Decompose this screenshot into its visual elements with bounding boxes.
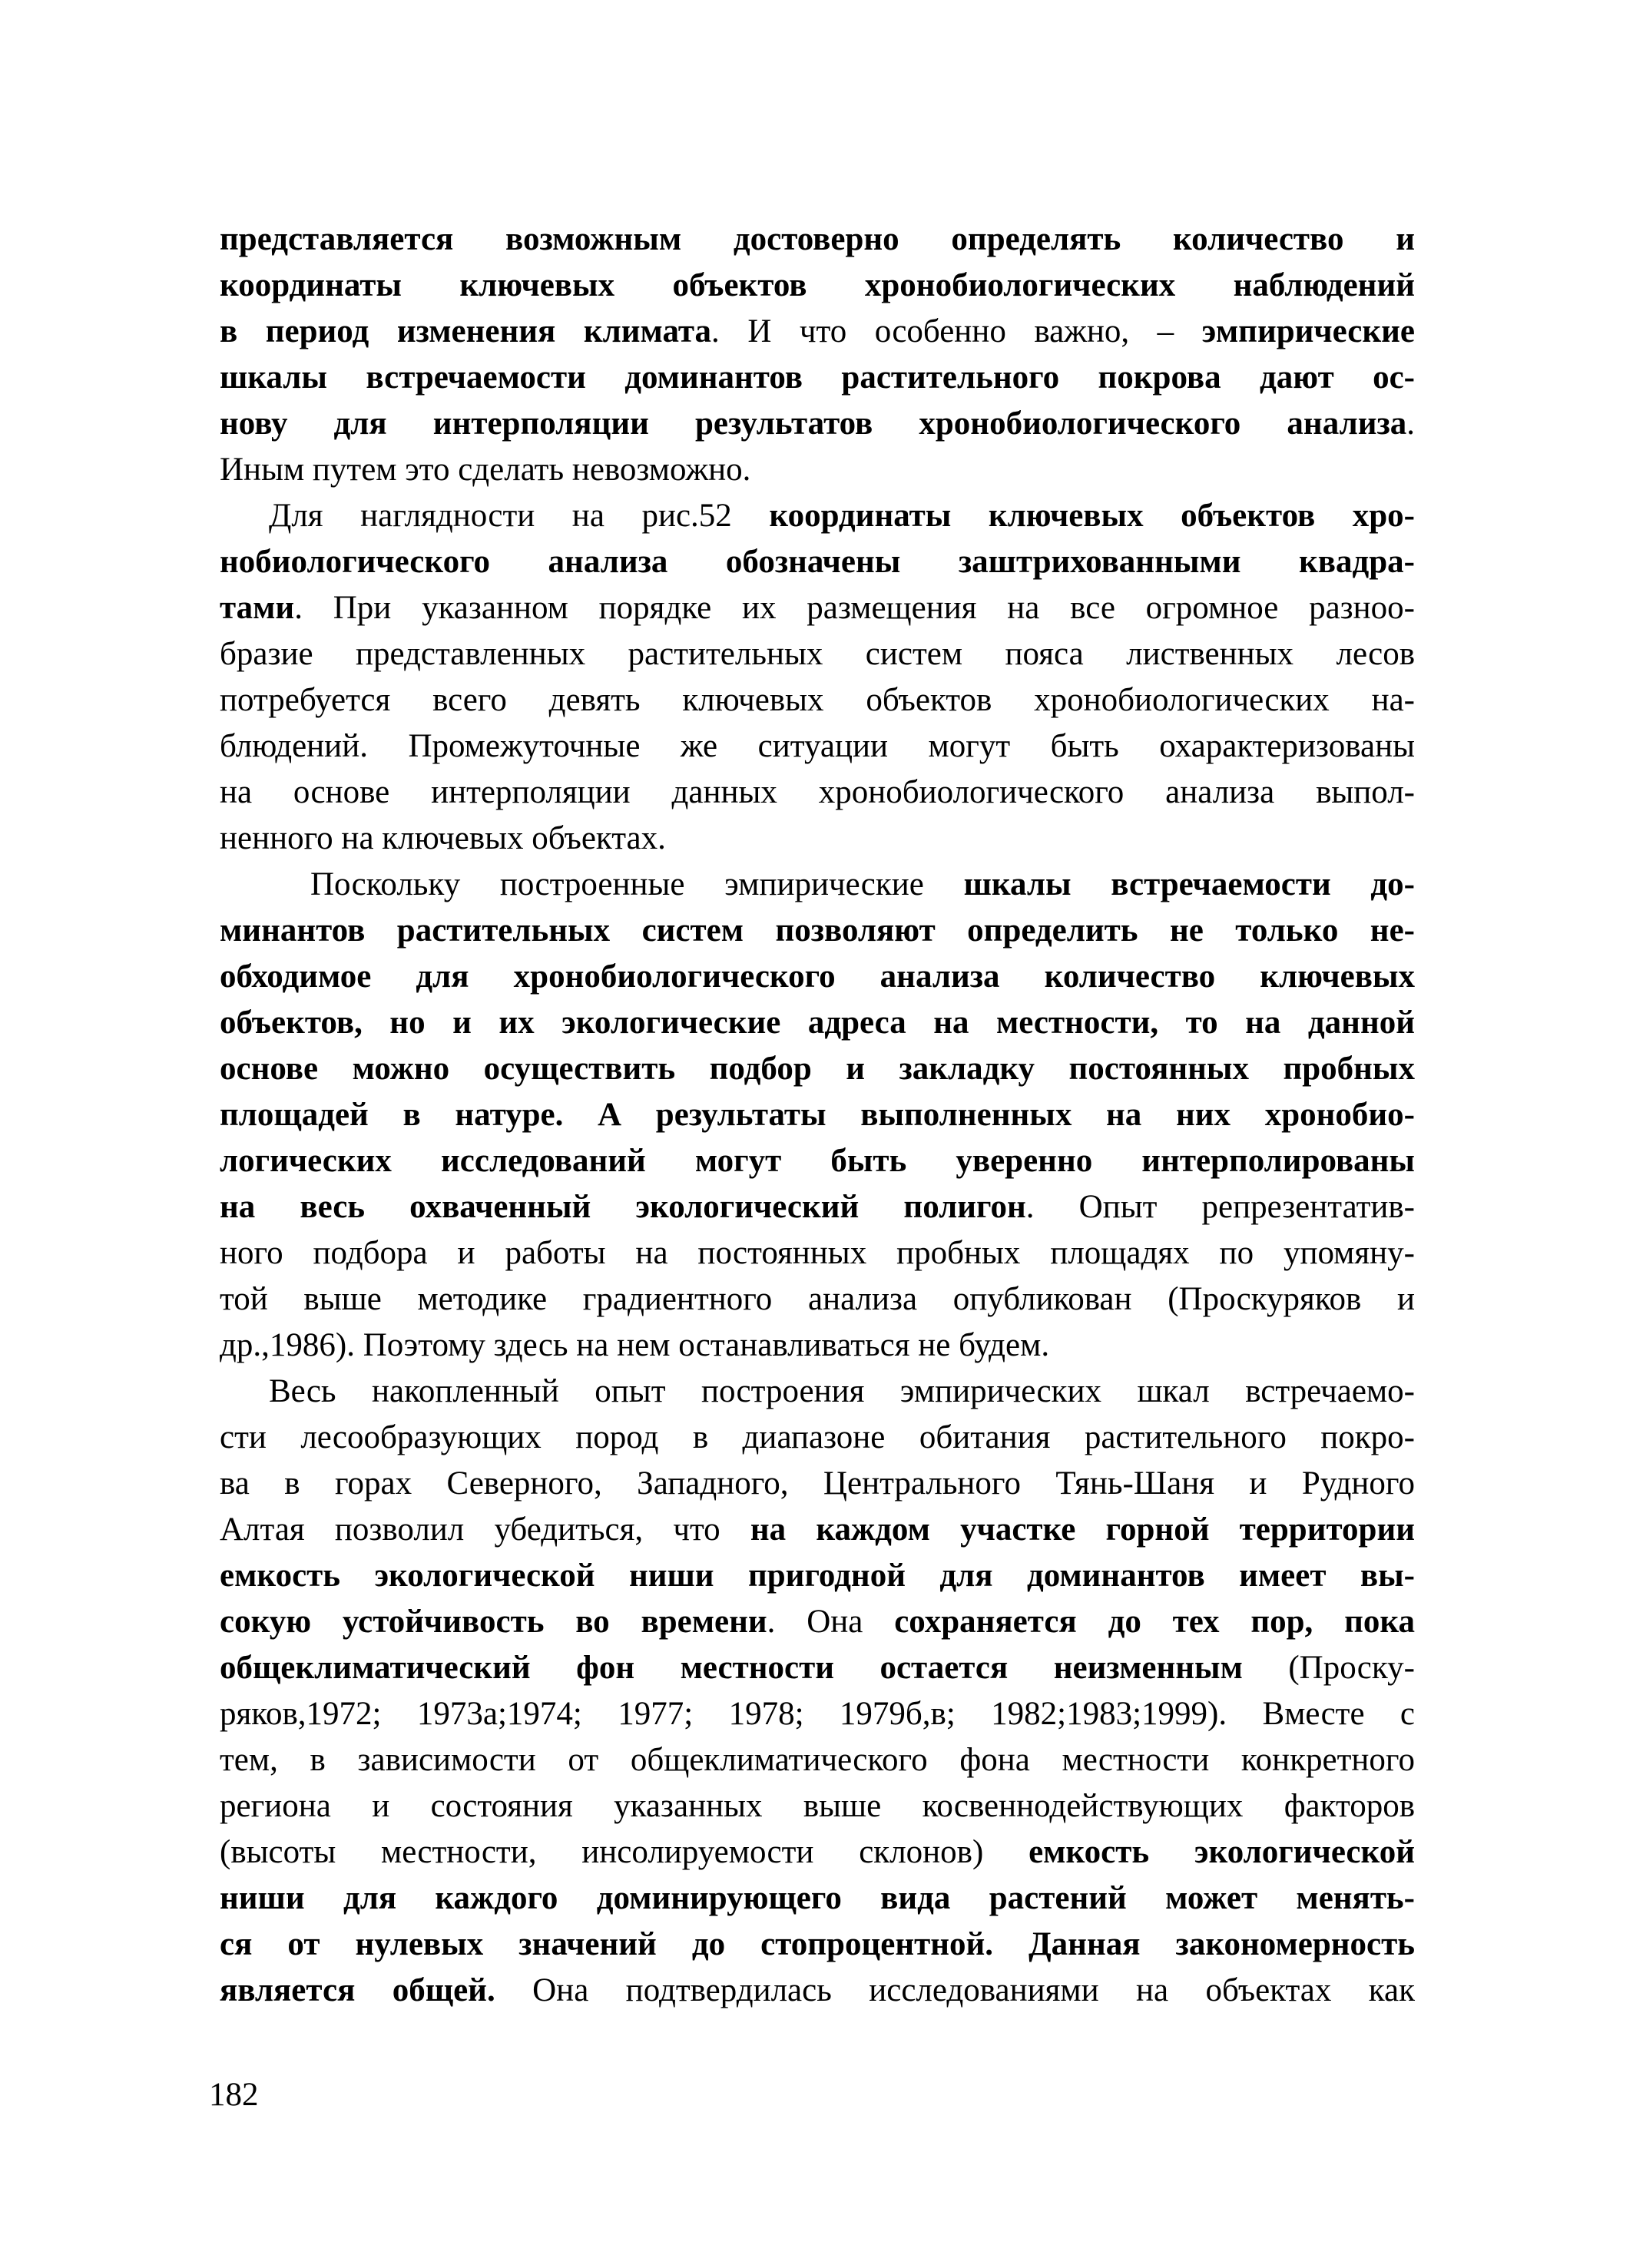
text-line (220, 309, 1415, 355)
text-line (220, 1323, 1415, 1369)
text-run: Для наглядности на рис.52 (269, 498, 770, 534)
text-run: логических исследований могут быть уверенно интерполированы (220, 1143, 1415, 1179)
text-run: в период изменения климата (220, 313, 712, 349)
text-line (220, 1138, 1415, 1184)
text-run: представляется возможным достоверно определять количество и (220, 221, 1415, 257)
text-run: региона и состояния указанных выше косвеннодействующих факторов (220, 1788, 1415, 1824)
text-run: ряков,1972; 1973а;1974; 1977; 1978; 1979б,в; 1982;1983;1999). Вместе с (220, 1696, 1415, 1732)
text-line (220, 1184, 1415, 1230)
text-line (220, 1507, 1415, 1553)
text-run: Она подтвердилась исследованиями на объектах как (495, 1972, 1415, 2008)
text-run: Весь накопленный опыт построения эмпирических шкал встречаемо- (269, 1373, 1415, 1409)
text-run: ва в горах Северного, Западного, Центрального Тянь-Шаня и Рудного (220, 1465, 1415, 1502)
text-run: основе можно осуществить подбор и закладку постоянных пробных (220, 1051, 1415, 1087)
text-line (220, 1645, 1415, 1691)
text-run: той выше методике градиентного анализа опубликован (Проскуряков и (220, 1281, 1415, 1317)
text-run: . Она (767, 1604, 895, 1640)
text-run: ниши для каждого доминирующего вида растений может менять- (220, 1880, 1415, 1916)
text-line (220, 723, 1415, 770)
text-run: является общей. (220, 1972, 495, 2008)
text-run: на каждом участке горной территории (750, 1511, 1415, 1548)
text-run: сти лесообразующих пород в диапазоне обитания растительного покро- (220, 1419, 1415, 1455)
text-run: потребуется всего девять ключевых объектов хронобиологических на- (220, 682, 1415, 718)
text-run: тами (220, 590, 295, 626)
text-run: тем, в зависимости от общеклиматического фона местности конкретного (220, 1742, 1415, 1778)
text-line (220, 862, 1415, 908)
text-line (220, 1829, 1415, 1876)
text-run: на весь охваченный экологический полигон (220, 1189, 1026, 1225)
text-run: . Опыт репрезентатив- (1025, 1189, 1415, 1225)
text-line (220, 816, 1415, 862)
text-line (220, 954, 1415, 1000)
text-run: ся от нулевых значений до стопроцентной. Данная закономерность (220, 1926, 1415, 1962)
text-line (220, 1046, 1415, 1092)
text-line (220, 1968, 1415, 2014)
text-line (220, 493, 1415, 539)
text-run: эмпирические (1201, 313, 1415, 349)
text-run: нобиологического анализа обозначены заштрихованными квадра- (220, 544, 1415, 580)
text-line (220, 1599, 1415, 1645)
text-line (220, 1369, 1415, 1415)
text-line (220, 1691, 1415, 1737)
text-line (220, 539, 1415, 585)
text-block (220, 217, 1415, 2014)
text-run: минантов растительных систем позволяют определить не только не- (220, 912, 1415, 949)
text-run: (высоты местности, инсолируемости склонов) (220, 1834, 1029, 1870)
text-run: шкалы встречаемости до- (963, 866, 1415, 902)
text-run: Поскольку построенные эмпирические (310, 866, 964, 902)
text-line (220, 677, 1415, 723)
text-run: ненного на ключевых объектах. (220, 820, 666, 856)
text-line (220, 1000, 1415, 1046)
text-run: на основе интерполяции данных хронобиологического анализа выпол- (220, 774, 1415, 810)
text-line (220, 1415, 1415, 1461)
text-line (220, 1737, 1415, 1783)
text-line (220, 1876, 1415, 1922)
text-run: сохраняется до тех пор, пока (894, 1604, 1415, 1640)
text-run: . И что особенно важно, – (711, 313, 1202, 349)
text-line (220, 217, 1415, 263)
text-line (220, 447, 1415, 493)
text-line (220, 401, 1415, 447)
text-run: площадей в натуре. А результаты выполненных на них хронобио- (220, 1097, 1415, 1133)
text-line (220, 1276, 1415, 1323)
text-line (220, 1461, 1415, 1507)
page-number: 182 (209, 2077, 259, 2113)
text-line (220, 1783, 1415, 1829)
text-line (220, 631, 1415, 677)
text-run: емкость экологической ниши пригодной для доминантов имеет вы- (220, 1558, 1415, 1594)
text-run: обходимое для хронобиологического анализа количество ключевых (220, 959, 1415, 995)
text-run: ного подбора и работы на постоянных пробных площадях по упомяну- (220, 1235, 1415, 1271)
text-run: нову для интерполяции результатов хронобиологического анализа (220, 406, 1407, 442)
text-run: Иным путем это сделать невозможно. (220, 452, 751, 488)
text-line (220, 1922, 1415, 1968)
text-run: блюдений. Промежуточные же ситуации могут быть охарактеризованы (220, 728, 1415, 764)
text-line (220, 770, 1415, 816)
text-run: бразие представленных растительных систем пояса лиственных лесов (220, 636, 1415, 672)
text-line (220, 1553, 1415, 1599)
text-line (220, 355, 1415, 401)
text-run: координаты ключевых объектов хронобиологических наблюдений (220, 267, 1415, 303)
text-line (220, 263, 1415, 309)
text-line (220, 1092, 1415, 1138)
text-run: . При указанном порядке их размещения на все огромное разноо- (294, 590, 1415, 626)
text-run: общеклиматический фон местности остается неизменным (220, 1650, 1243, 1686)
text-line (220, 1230, 1415, 1276)
text-run: емкость экологической (1028, 1834, 1416, 1870)
text-line (220, 908, 1415, 954)
text-run: др.,1986). Поэтому здесь на нем останавливаться не будем. (220, 1327, 1050, 1363)
text-run: (Проску- (1242, 1650, 1415, 1686)
text-line (220, 585, 1415, 631)
text-run: объектов, но и их экологические адреса на местности, то на данной (220, 1005, 1415, 1041)
text-run: . (1406, 406, 1415, 442)
text-run: сокую устойчивость во времени (220, 1604, 767, 1640)
text-run: Алтая позволил убедиться, что (220, 1511, 750, 1548)
text-run: шкалы встречаемости доминантов растительного покрова дают ос- (220, 359, 1415, 396)
text-run: координаты ключевых объектов хро- (769, 498, 1415, 534)
